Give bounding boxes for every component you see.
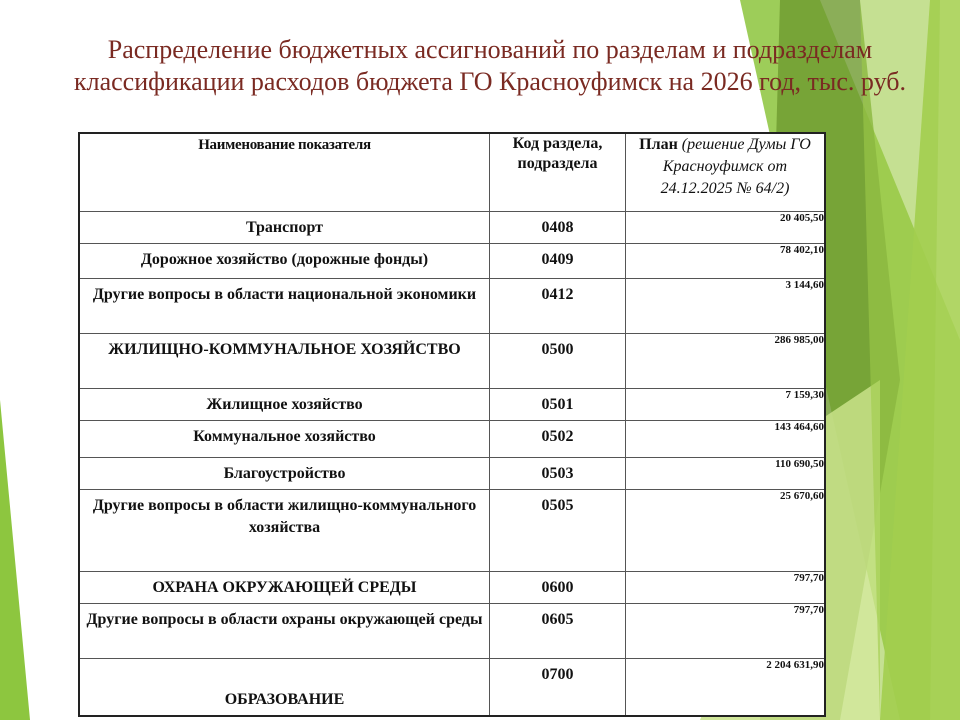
row-code: 0600 xyxy=(490,571,626,603)
row-plan: 797,70 xyxy=(626,603,826,658)
table-row xyxy=(79,420,825,457)
row-code: 0505 xyxy=(490,489,626,571)
table-row xyxy=(79,211,825,243)
row-name: Транспорт xyxy=(79,211,490,243)
row-name: Другие вопросы в области жилищно-коммунального хозяйства xyxy=(79,489,490,571)
row-code: 0503 xyxy=(490,457,626,489)
row-plan: 25 670,60 xyxy=(626,489,826,571)
header-name: Наименование показателя xyxy=(79,133,490,211)
row-plan: 286 985,00 xyxy=(626,333,826,388)
row-name: Дорожное хозяйство (дорожные фонды) xyxy=(79,243,490,278)
row-code: 0501 xyxy=(490,388,626,420)
table-row xyxy=(79,333,825,388)
row-plan: 797,70 xyxy=(626,571,826,603)
row-plan: 143 464,60 xyxy=(626,420,826,457)
row-name: Жилищное хозяйство xyxy=(79,388,490,420)
header-plan-italic: (решение Думы ГО Красноуфимск от 24.12.2025 № 64/2) xyxy=(660,136,811,197)
row-plan: 78 402,10 xyxy=(626,243,826,278)
row-code: 0409 xyxy=(490,243,626,278)
table-row xyxy=(79,603,825,658)
row-name: ОБРАЗОВАНИЕ xyxy=(79,658,490,716)
table-row xyxy=(79,457,825,489)
row-code: 0502 xyxy=(490,420,626,457)
table-row xyxy=(79,278,825,333)
table-row xyxy=(79,571,825,603)
row-plan: 2 204 631,90 xyxy=(626,658,826,716)
table-row xyxy=(79,243,825,278)
header-plan-bold: План xyxy=(639,136,682,153)
row-code: 0500 xyxy=(490,333,626,388)
table-header-row xyxy=(79,133,825,211)
header-plan xyxy=(626,133,826,211)
header-code: Код раздела, подраздела xyxy=(490,133,626,211)
row-plan: 7 159,30 xyxy=(626,388,826,420)
row-code: 0605 xyxy=(490,603,626,658)
row-name: ОХРАНА ОКРУЖАЮЩЕЙ СРЕДЫ xyxy=(79,571,490,603)
row-code: 0408 xyxy=(490,211,626,243)
row-name: ЖИЛИЩНО-КОММУНАЛЬНОЕ ХОЗЯЙСТВО xyxy=(79,333,490,388)
row-name: Коммунальное хозяйство xyxy=(79,420,490,457)
row-plan: 20 405,50 xyxy=(626,211,826,243)
table-row xyxy=(79,658,825,716)
row-name: Другие вопросы в области охраны окружающей среды xyxy=(79,603,490,658)
table-row xyxy=(79,388,825,420)
row-code: 0412 xyxy=(490,278,626,333)
budget-table xyxy=(78,132,826,717)
table-row xyxy=(79,489,825,571)
row-code: 0700 xyxy=(490,658,626,716)
green-shape-left xyxy=(0,400,30,720)
slide-title: Распределение бюджетных ассигнований по разделам и подразделам классификации расходов бюджета ГО Красноуфимск на 2026 год, тыс. руб. xyxy=(74,35,906,96)
row-name: Другие вопросы в области национальной экономики xyxy=(79,278,490,333)
row-name: Благоустройство xyxy=(79,457,490,489)
row-plan: 110 690,50 xyxy=(626,457,826,489)
row-plan: 3 144,60 xyxy=(626,278,826,333)
